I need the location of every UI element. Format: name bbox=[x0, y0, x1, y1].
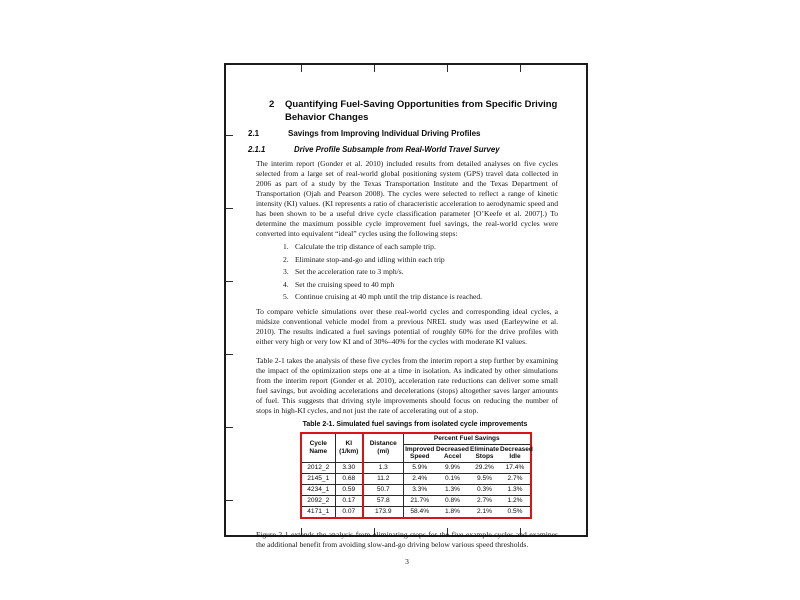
subsection-number: 2.1.1 bbox=[248, 145, 266, 154]
cell-improved-speed: 2.4% bbox=[403, 473, 436, 484]
cell-distance: 50.7 bbox=[363, 484, 403, 495]
chapter-number: 2 bbox=[269, 99, 275, 110]
chapter-title-line2: Behavior Changes bbox=[285, 112, 369, 123]
col-header-improved-speed: Improved Speed bbox=[403, 444, 436, 462]
cell-distance: 1.3 bbox=[363, 462, 403, 473]
section-heading bbox=[248, 129, 558, 139]
table-row bbox=[301, 484, 531, 495]
cell-improved-speed: 21.7% bbox=[403, 495, 436, 506]
table-block bbox=[300, 420, 533, 519]
col-header-eliminate-stops: Eliminate Stops bbox=[470, 445, 499, 460]
table-row bbox=[301, 473, 531, 484]
cell-distance: 11.2 bbox=[363, 473, 403, 484]
col-header-distance: Distance (mi) bbox=[363, 433, 403, 462]
report-page bbox=[224, 63, 588, 566]
cell-cycle-name: 4171_1 bbox=[301, 506, 335, 518]
page-number: 3 bbox=[405, 556, 409, 566]
list-item-text: Set the cruising speed to 40 mph bbox=[295, 279, 395, 289]
cell-decreased-idle: 17.4% bbox=[500, 462, 531, 473]
cell-decreased-accel: 0.8% bbox=[436, 495, 469, 506]
cell-ki: 0.17 bbox=[335, 495, 363, 506]
cell-decreased-accel: 9.9% bbox=[436, 462, 469, 473]
section-title: Savings from Improving Individual Driving Profiles bbox=[288, 129, 481, 138]
list-item-text: Set the acceleration rate to 3 mph/s. bbox=[295, 267, 404, 276]
cell-ki: 0.68 bbox=[335, 473, 363, 484]
list-item-number: 1. bbox=[283, 242, 289, 251]
cell-cycle-name: 2012_2 bbox=[301, 462, 335, 473]
chapter-title bbox=[285, 98, 557, 124]
ruler-tick bbox=[226, 354, 233, 355]
cell-eliminate-stops: 0.3% bbox=[469, 484, 500, 495]
subsection-title: Drive Profile Subsample from Real-World Travel Survey bbox=[294, 145, 500, 154]
cell-cycle-name: 2092_2 bbox=[301, 495, 335, 506]
table-row bbox=[301, 506, 531, 518]
cell-cycle-name: 4234_1 bbox=[301, 484, 335, 495]
page-content bbox=[248, 65, 558, 566]
list-item-text: Eliminate stop-and-go and idling within each trip bbox=[295, 254, 445, 264]
cell-decreased-accel: 1.8% bbox=[444, 507, 461, 515]
ruler-tick bbox=[226, 135, 233, 136]
list-item-text: Calculate the trip distance of each sample trip. bbox=[295, 242, 436, 251]
col-header-group-percent-fuel-savings: Percent Fuel Savings bbox=[403, 433, 531, 444]
cell-decreased-idle: 2.7% bbox=[500, 473, 531, 484]
list-item-text: Continue cruising at 40 mph until the trip distance is reached. bbox=[295, 292, 483, 301]
list-item-number: 3. bbox=[283, 267, 289, 276]
list-item-number: 5. bbox=[283, 292, 289, 301]
ideal-cycle-steps-list bbox=[283, 242, 558, 302]
col-header-decreased-idle: Decreased Idle bbox=[500, 445, 533, 460]
cell-distance: 173.9 bbox=[363, 506, 403, 518]
cell-ki: 0.59 bbox=[335, 484, 363, 495]
chapter-heading bbox=[269, 98, 558, 124]
ruler-tick bbox=[226, 427, 233, 428]
list-item bbox=[283, 255, 558, 265]
cell-decreased-idle: 1.3% bbox=[500, 484, 531, 495]
cell-eliminate-stops: 2.7% bbox=[469, 495, 500, 506]
col-header-cycle-name: Cycle Name bbox=[301, 433, 335, 462]
chapter-title-line1: Quantifying Fuel-Saving Opportunities from Specific Driving bbox=[285, 99, 558, 110]
col-header-ki: KI (1/km) bbox=[335, 433, 363, 462]
cell-improved-speed: 3.3% bbox=[403, 484, 436, 495]
fuel-savings-table bbox=[300, 432, 532, 519]
cell-ki: 0.07 bbox=[335, 506, 363, 518]
cell-decreased-idle: 0.5% bbox=[507, 507, 523, 515]
ruler-tick bbox=[226, 208, 233, 209]
ruler-tick bbox=[226, 281, 233, 282]
list-item-number: 2. bbox=[283, 254, 289, 264]
table-body bbox=[301, 462, 531, 518]
cell-eliminate-stops: 2.1% bbox=[476, 507, 493, 515]
table-header bbox=[301, 433, 531, 462]
cell-eliminate-stops: 29.2% bbox=[469, 462, 500, 473]
paragraph-intro: The interim report (Gonder et al. 2010) included results from detailed analyses on five cycles selected from a large set of real-world global positioning system (GPS) travel data collected in 2006 as part of a study by the Texas Transportation Institute and the Texas Department of Transportation (Ojah and Pearson 2008). The cycles were selected to reflect a range of kinetic intensity (KI) values. (KI represents a ratio of characteristic acceleration to aerodynamic speed and has been shown to be a useful drive cycle classification parameter [O’Keefe et al. 2007].) To determine the maximum possible cycle improvement fuel savings, the real-world cycles were converted into equivalent “ideal” cycles using the following steps: bbox=[256, 159, 558, 238]
col-header-decreased-accel: Decreased Accel bbox=[436, 445, 469, 460]
list-item bbox=[283, 242, 558, 252]
table-row bbox=[301, 495, 531, 506]
paragraph-table-discussion: Table 2-1 takes the analysis of these five cycles from the interim report a step further by examining the impact of the optimization steps one at a time in isolation. As indicated by other simulations from the interim report (Gonder et al. 2010), acceleration rate reductions can deliver some small fuel savings, but avoiding accelerations and decelerations (stops) altogether saves larger amounts of fuel. This suggests that driving style improvements should focus on reducing the number of stops in high-KI cycles, and not just the rate of accelerating out of a stop. bbox=[256, 356, 558, 415]
cell-decreased-accel: 0.1% bbox=[436, 473, 469, 484]
cell-ki: 3.30 bbox=[335, 462, 363, 473]
cell-cycle-name: 2145_1 bbox=[301, 473, 335, 484]
table-caption: Table 2-1. Simulated fuel savings from isolated cycle improvements bbox=[302, 421, 528, 428]
cell-decreased-idle: 1.2% bbox=[500, 495, 531, 506]
list-item bbox=[283, 280, 558, 290]
cell-improved-speed: 58.4% bbox=[410, 507, 430, 515]
ruler-tick bbox=[226, 500, 233, 501]
cell-eliminate-stops: 9.5% bbox=[469, 473, 500, 484]
cell-decreased-accel: 1.3% bbox=[436, 484, 469, 495]
paragraph-simulation-results: To compare vehicle simulations over these real-world cycles and corresponding ideal cycles, a midsize conventional vehicle model from a previous NREL study was used (Earleywine et al. 2010). The results indicated a fuel savings potential of roughly 60% for the drive profiles with either very high or very low KI and of 30%–40% for the cycles with moderate KI values. bbox=[256, 307, 558, 346]
section-number: 2.1 bbox=[248, 129, 260, 138]
cell-improved-speed: 5.9% bbox=[403, 462, 436, 473]
table-row bbox=[301, 462, 531, 473]
paragraph-figure-reference: Figure 2-1 extends the analysis from eliminating stops for the five example cycles and examines the additional benefit from avoiding slow-and-go driving below various speed thresholds. bbox=[256, 529, 558, 549]
subsection-heading bbox=[248, 145, 558, 155]
cell-distance: 57.8 bbox=[363, 495, 403, 506]
list-item bbox=[283, 292, 558, 302]
list-item-number: 4. bbox=[283, 279, 289, 289]
list-item bbox=[283, 267, 558, 277]
